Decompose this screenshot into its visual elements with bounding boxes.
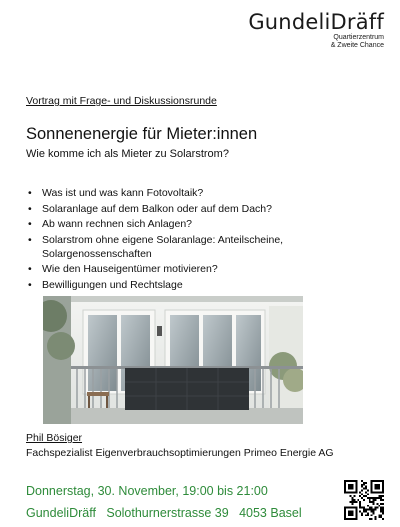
event-type: Vortrag mit Frage- und Diskussionsrunde [26,95,217,107]
qr-code-graphic [344,480,384,520]
logo-name: GundeliDräff [248,10,384,34]
logo [248,10,384,50]
list-item [26,278,386,292]
speaker-role: Fachspezialist Eigenverbrauchsoptimierungen Primeo Energie AG [26,447,334,459]
logo-line-2: & Zweite Chance [330,42,384,49]
bullet-icon: • [28,187,32,199]
speaker-name: Phil Bösiger [26,432,83,444]
logo-line-1: Quartierzentrum [333,34,384,41]
qr-code-icon[interactable] [344,480,384,520]
list-item-text: Was ist und was kann Fotovoltaik? [42,187,204,199]
list-item-text: Bewilligungen und Rechtslage [42,278,183,291]
bullet-icon: • [28,263,32,275]
balcony-solar-photo [43,296,303,424]
event-address: GundeliDräff Solothurnerstrasse 39 4053 Basel [26,506,302,520]
page-title: Sonnenenergie für Mieter:innen [26,125,258,143]
list-item [26,202,386,216]
list-item-text: Solaranlage auf dem Balkon oder auf dem Dach? [42,202,272,215]
list-item [26,186,386,200]
bullet-icon: • [28,202,32,215]
topic-list [26,186,386,293]
bullet-icon: • [28,218,32,230]
page-subtitle: Wie komme ich als Mieter zu Solarstrom? [26,148,229,160]
event-date: Donnerstag, 30. November, 19:00 bis 21:00 [26,484,268,498]
balcony-illustration [43,296,303,424]
list-item [26,233,386,261]
list-item-text: Ab wann rechnen sich Anlagen? [42,218,193,230]
list-item [26,262,386,276]
list-item [26,217,386,231]
list-item-text: Wie den Hauseigentümer motivieren? [42,263,218,275]
bullet-icon: • [28,278,32,291]
list-item-text: Solarstrom ohne eigene Solaranlage: Anteilscheine, Solargenossenschaften [42,233,284,260]
bullet-icon: • [28,233,32,246]
